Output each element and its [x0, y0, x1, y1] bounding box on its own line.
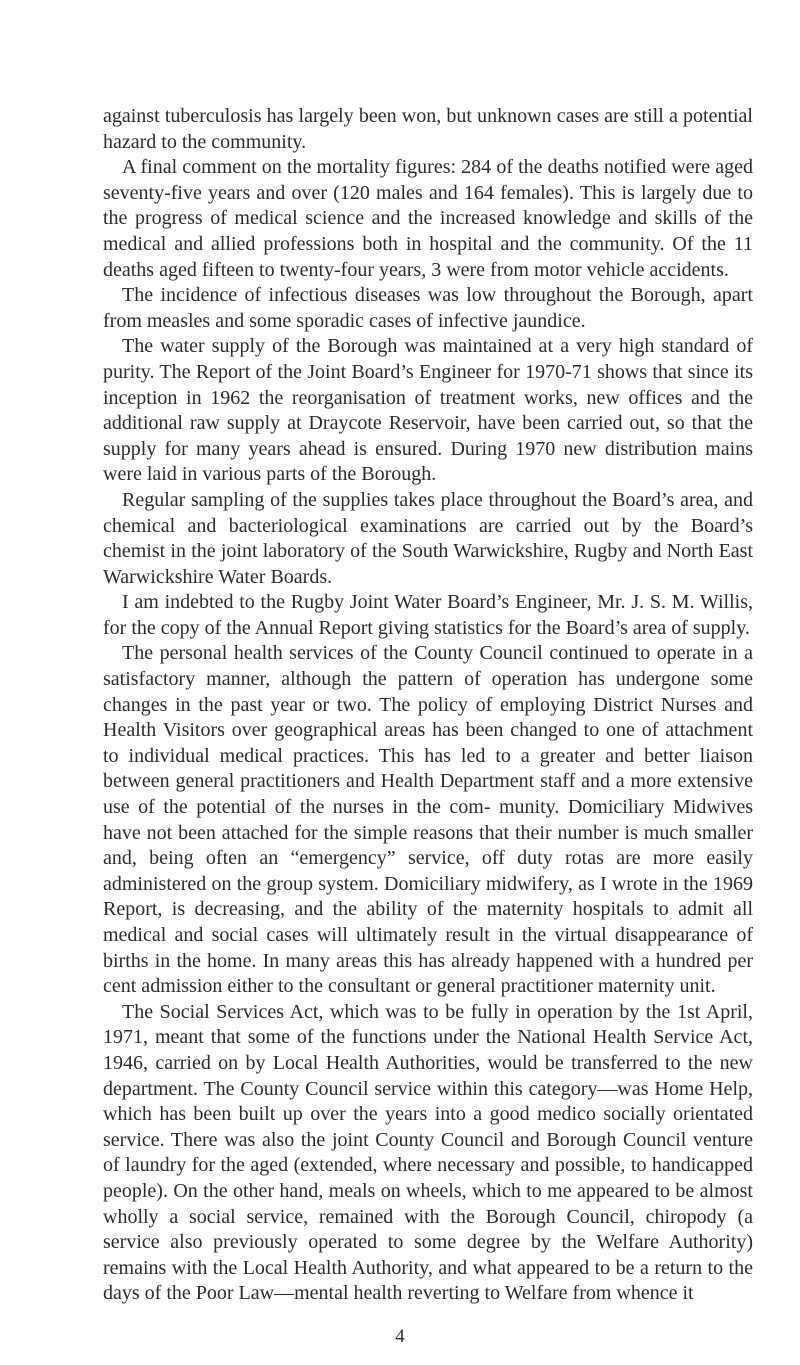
paragraph-mortality: A final comment on the mortality figures: 284 of the deaths notified were aged seventy-five years and over (120 males and 164 females). This is largely due to the progress of medical science and the increased knowledge and skills of the medical and allied professions both in hospital and the community. Of the 11 deaths aged fifteen to twenty-four years, 3 were from motor vehicle accidents.: [103, 156, 753, 281]
paragraph-infectious-diseases: The incidence of infectious diseases was low throughout the Borough, apart from measles and some sporadic cases of infective jaundice.: [103, 284, 753, 332]
paragraph-sampling: Regular sampling of the supplies takes place throughout the Board’s area, and chemical and bacteriological examinations are carried out by the Board’s chemist in the joint laboratory of the South Warwickshire, Rugby and North East Warwickshire Water Boards.: [103, 488, 753, 588]
document-body: [103, 104, 753, 1307]
paragraph-personal-health: The personal health services of the County Council continued to operate in a satisfactory manner, although the pattern of operation has undergone some changes in the past year or two. The policy of employing District Nurses and Health Visitors over geographical areas has been changed to one of attachment to individual medical practices. This has led to a greater and better liaison between general practitioners and Health Department staff and a more extensive use of the potential of the nurses in the com- munity. Domiciliary Midwives have not been attached for the simple reasons that their number is much smaller and, being often an “emergency” service, off duty rotas are more easily administered on the group system. Domiciliary midwifery, as I wrote in the 1969 Report, is decreasing, and the ability of the maternity hospitals to admit all medical and social cases will ultimately result in the virtual disappearance of births in the home. In many areas this has already happened with a hundred per cent admission either to the consultant or general practitioner maternity unit.: [103, 642, 753, 998]
paragraph-tuberculosis: against tuberculosis has largely been won, but unknown cases are still a potential hazard to the community.: [103, 105, 753, 153]
paragraph-water-supply: The water supply of the Borough was maintained at a very high standard of purity. The Report of the Joint Board’s Engineer for 1970-71 shows that since its inception in 1962 the reorganisation of treatment works, new offices and the additional raw supply at Draycote Reservoir, have been carried out, so that the supply for many years ahead is ensured. During 1970 new distribution mains were laid in various parts of the Borough.: [103, 335, 753, 486]
paragraph-social-services: The Social Services Act, which was to be fully in operation by the 1st April, 1971, meant that some of the functions under the National Health Service Act, 1946, carried on by Local Health Authorities, would be transferred to the new department. The County Council service within this category—was Home Help, which has been built up over the years into a good medico socially orientated service. There was also the joint County Council and Borough Council venture of laundry for the aged (extended, where necessary and possible, to handicapped people). On the other hand, meals on wheels, which to me appeared to be almost wholly a social service, remained with the Borough Council, chiropody (a service also previously operated to some degree by the Welfare Authority) remains with the Local Health Authority, and what appeared to be a return to the days of the Poor Law—mental health reverting to Welfare from whence it: [103, 1000, 753, 1305]
paragraph-acknowledgement: I am indebted to the Rugby Joint Water Board’s Engineer, Mr. J. S. M. Willis, for the copy of the Annual Report giving statistics for the Board’s area of supply.: [103, 591, 753, 639]
page-number: 4: [395, 1326, 405, 1347]
